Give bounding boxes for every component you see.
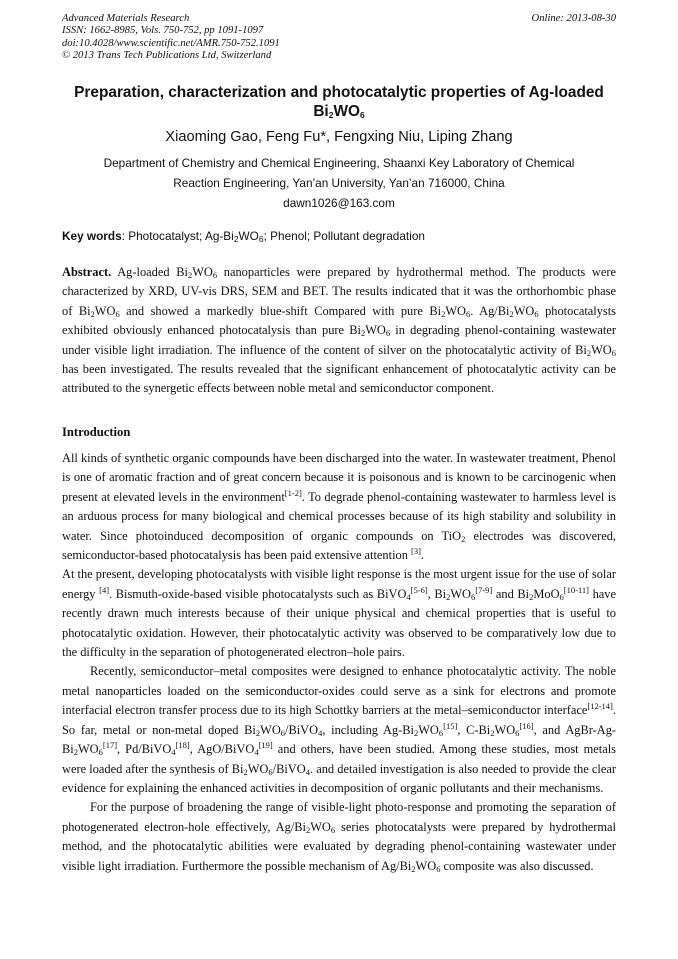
- title-line-2: $Bi_2WO_6$: [313, 103, 365, 120]
- keywords-label: Key words: [62, 229, 122, 243]
- affiliation-line-1: Department of Chemistry and Chemical Engineering, Shaanxi Key Laboratory of Chemical: [103, 156, 575, 170]
- author-list: Xiaoming Gao, Feng Fu*, Fengxing Niu, Liping Zhang: [165, 129, 513, 145]
- affiliation: [80, 153, 598, 193]
- intro-paragraph-4: For the purpose of broadening the range of visible-light photo-response and promoting the separation of photogenerated electron-hole effectively, $Ag/Bi_2WO_6$ series photocatalysts were prepared by hydrothermal method, and the photocatalytic abilities were evaluated by degrading phenol-containing wastewater under visible light irradiation. Furthermore the possible mechanism of $Ag/Bi_2WO_6$ composite was also discussed.: [62, 800, 616, 874]
- intro-paragraph-2: At the present, developing photocatalysts with visible light response is the most urgent issue for the use of solar energy [4]. Bismuth-oxide-based visible photocatalysts such as BiVO$_4$[5-6], $Bi_2WO_6[7-9]$ and $Bi_2MoO_6[10-11]$ have recently drawn much interests because of their unique physical and chemical properties that is useful to photocatalytic oxidation. However, their photocatalytic activity was observed to be comparatively low due to the difficulty in the separation of photogenerated electron–hole pairs.: [62, 567, 616, 660]
- journal-copyright: © 2013 Trans Tech Publications Ltd, Switzerland: [62, 50, 272, 62]
- abstract-label: Abstract.: [62, 265, 112, 279]
- section-heading-introduction: Introduction: [62, 425, 131, 439]
- journal-header: [62, 13, 616, 63]
- abstract: Abstract. Ag-loaded $Bi_2WO_6$ nanoparticles were prepared by hydrothermal method. The products were characterized by XRD, UV-vis DRS, SEM and BET. The results indicated that it was the orthorhombic phase of $Bi_2WO_6$ and showed a markedly blue-shift Compared with pure $Bi_2WO_6$. $Ag/Bi_2WO_6$ photocatalysts exhibited obviously enhanced photocatalysis than pure $Bi_2WO_6$ in degrading phenol-containing wastewater under visible light irradiation. The influence of the content of silver on the photocatalytic activity of $Bi_2WO_6$ has been investigated. The results revealed that the significant enhancement of photocatalytic activity can be attributed to the synergetic effects between noble metal and semiconductor component.: [62, 265, 616, 396]
- journal-doi[interactable]: doi:10.4028/www.scientific.net/AMR.750-752.1091: [62, 37, 280, 49]
- paper-title: [40, 83, 638, 121]
- affiliation-line-2: Reaction Engineering, Yan’an University, Yan’an 716000, China: [173, 176, 505, 190]
- journal-issn: ISSN: 1662-8985, Vols. 750-752, pp 1091-1097: [62, 25, 264, 37]
- online-date: Online: 2013-08-30: [531, 13, 616, 24]
- title-line-1: Preparation, characterization and photocatalytic properties of Ag-loaded: [74, 84, 604, 101]
- journal-name: Advanced Materials Research: [62, 13, 190, 24]
- keywords: Key words: Photocatalyst; $Ag-Bi_2WO_6$; Phenol; Pollutant degradation: [62, 229, 425, 244]
- intro-paragraph-1: All kinds of synthetic organic compounds have been discharged into the water. In wastewater treatment, Phenol is one of aromatic fraction and of great concern because it is poisonous and is known to be carcinogenic when present at elevated levels in the environment[1-2]. To degrade phenol-containing wastewater to harmless level is an arduous process for many biological and chemical processes because of its high stability and solubility in water. Since photoinduced decomposition of organic compounds on TiO$_2$ electrodes was discovered, semiconductor-based photocatalysis has been paid extensive attention [3].: [62, 451, 617, 563]
- intro-paragraph-3: Recently, semiconductor–metal composites were designed to enhance photocatalytic activity. The noble metal nanoparticles loaded on the semiconductor-oxides could serve as a sink for electrons and promote interfacial electron transfer process due to its high Schottky barriers at the metal–semiconductor interface[12-14]. So far, metal or non-metal doped $Bi_2WO_6/BiVO_4$, including $Ag-Bi_2WO_6[15]$, $C-Bi_2WO_6[16]$, and AgBr-$Ag-Bi_2WO_6[17]$, Pd/BiVO$_4$[18], AgO/BiVO$_4$[19] and others, have been studied. Among these studies, most metals were loaded after the synthesis of $Bi_2WO_6/BiVO_4$. and detailed investigation is also needed to provide the clear evidence for explaining the enhanced activities in decomposition of organic pollutants and their mechanisms.: [62, 664, 617, 795]
- introduction-body: [62, 449, 616, 876]
- author-email[interactable]: dawn1026@163.com: [283, 196, 395, 210]
